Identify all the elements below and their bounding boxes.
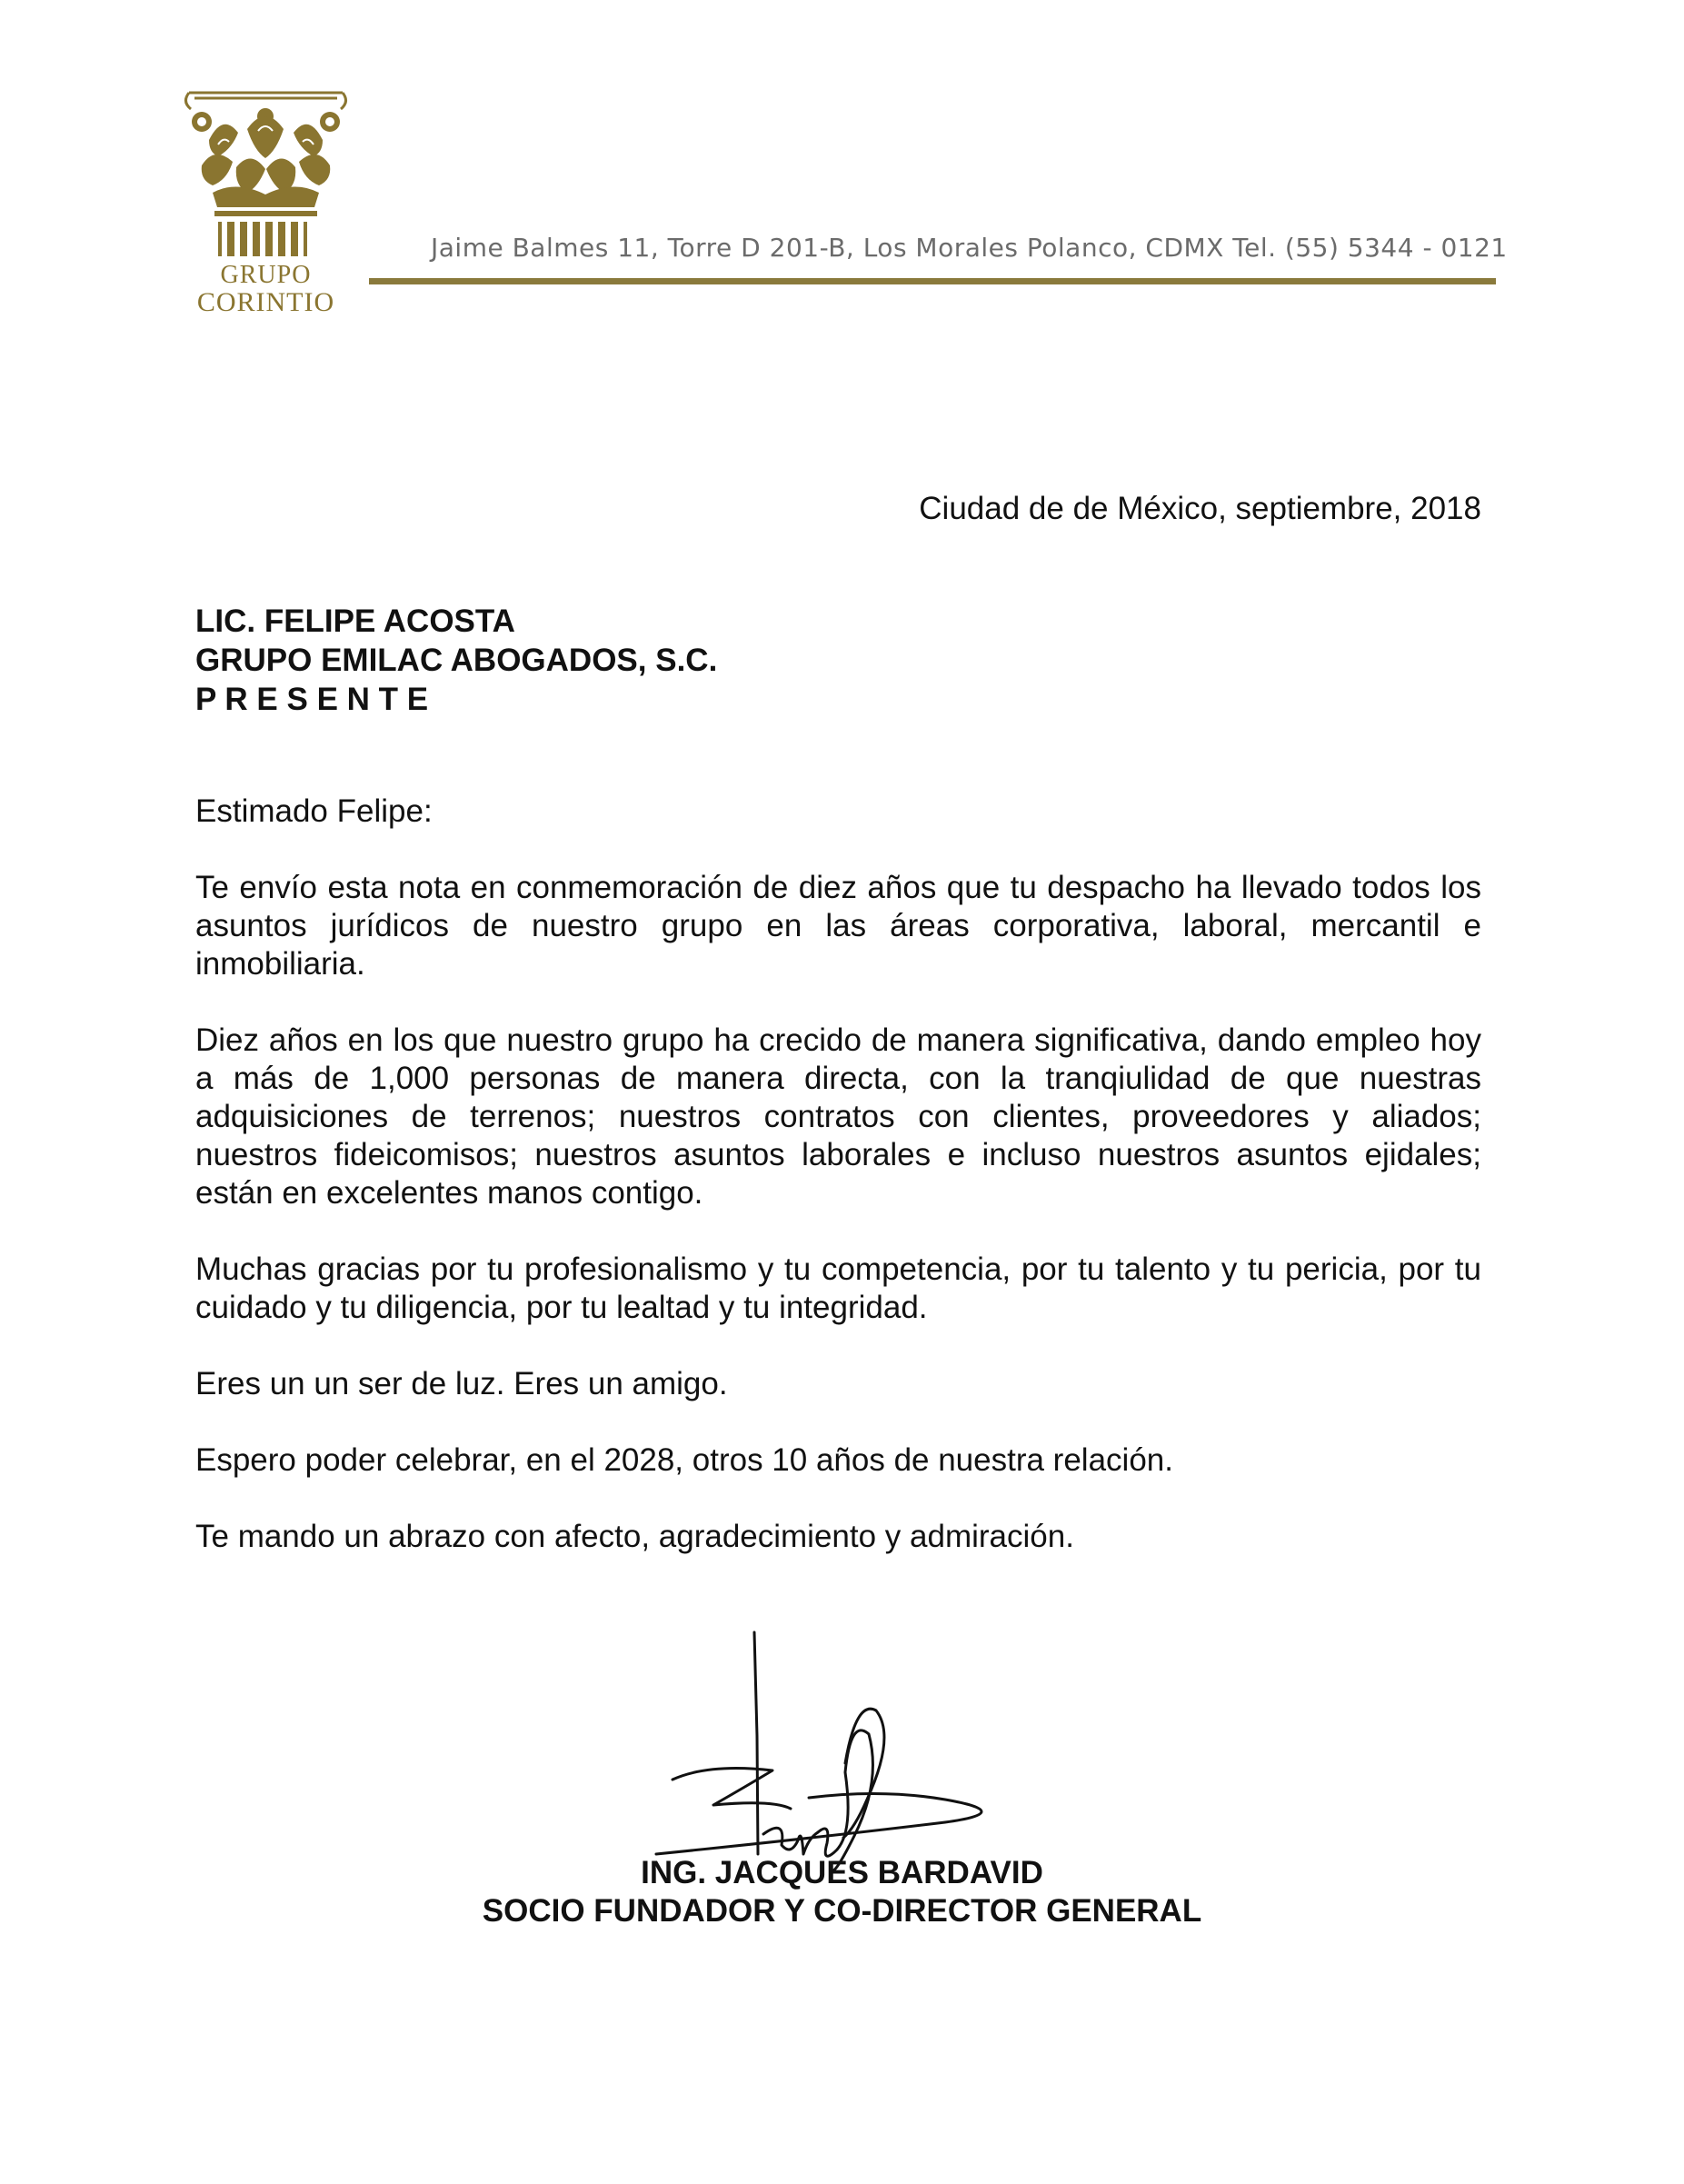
logo-text-corintio: CORINTIO: [196, 287, 335, 317]
paragraph-2: Diez años en los que nuestro grupo ha crecido de manera significativa, dando empleo hoy a más de 1,000 personas de manera directa, con la tranqiulidad de que nuestras adquisiciones de terrenos; nuestros contratos con clientes, proveedores y aliados; nuestros fideicomisos; nuestros asuntos laborales e incluso nuestros asuntos ejidales; están en excelentes manos contigo.: [195, 1022, 1481, 1211]
recipient-presente: P R E S E N T E: [195, 682, 429, 717]
signer-block: [0, 1854, 1684, 1930]
paragraph-4: Eres un un ser de luz. Eres un amigo.: [195, 1366, 728, 1401]
letterhead-divider: [369, 278, 1496, 284]
paragraph-1: Te envío esta nota en conmemoración de diez años que tu despacho ha llevado todos los asuntos jurídicos de nuestro grupo en las áreas corporativa, laboral, mercantil e inmobiliaria.: [195, 870, 1481, 982]
paragraph-3: Muchas gracias por tu profesionalismo y tu competencia, por tu talento y tu pericia, por tu cuidado y tu diligencia, por tu lealtad y tu integridad.: [195, 1252, 1481, 1325]
paragraph-5: Espero poder celebrar, en el 2028, otros 10 años de nuestra relación.: [195, 1442, 1173, 1478]
greeting: Estimado Felipe:: [195, 793, 433, 829]
logo-text-grupo: GRUPO: [220, 261, 312, 289]
recipient-name: LIC. FELIPE ACOSTA: [195, 603, 515, 639]
recipient-block: [195, 602, 717, 719]
corinthian-column-icon: [182, 85, 350, 258]
recipient-company: GRUPO EMILAC ABOGADOS, S.C.: [195, 643, 718, 678]
signer-title: SOCIO FUNDADOR Y CO-DIRECTOR GENERAL: [482, 1893, 1202, 1929]
paragraph-6: Te mando un abrazo con afecto, agradecimiento y admiración.: [195, 1519, 1074, 1554]
letter-body: [195, 793, 1481, 1594]
letterhead-address: Jaime Balmes 11, Torre D 201-B, Los Morales Polanco, CDMX Tel. (55) 5344 - 0121: [431, 233, 1508, 263]
signer-name: ING. JACQUES BARDAVID: [641, 1855, 1043, 1890]
letter-date: Ciudad de de México, septiembre, 2018: [919, 491, 1481, 526]
grupo-corintio-logo: [182, 85, 350, 322]
